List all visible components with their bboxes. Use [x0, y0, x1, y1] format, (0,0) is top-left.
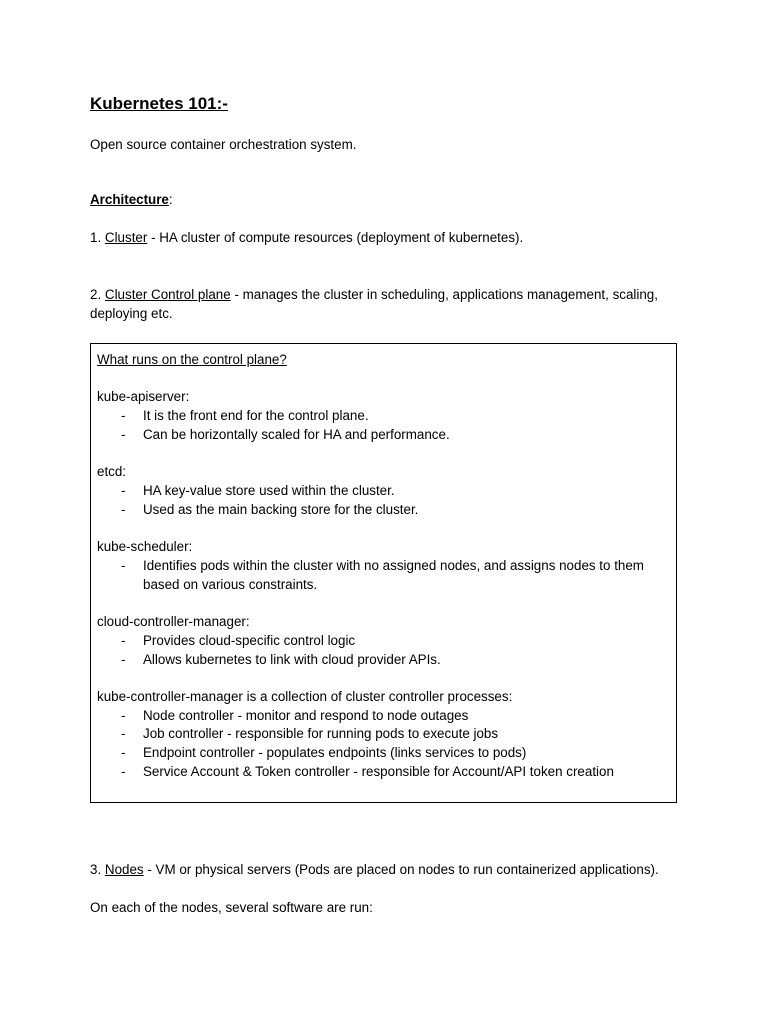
- dash-bullet: -: [121, 427, 126, 442]
- control-plane-box: [90, 343, 677, 803]
- item-control-plane-continued: deploying etc.: [90, 306, 173, 321]
- item-cluster: [90, 228, 523, 247]
- intro-text: Open source container orchestration system.: [90, 137, 357, 152]
- item-term: Cluster Control plane: [104, 287, 231, 302]
- nodes-text: On each of the nodes, several software are run:: [90, 900, 373, 915]
- dash-bullet: -: [121, 708, 126, 723]
- bullet-text: HA key-value store used within the cluster.: [143, 483, 395, 498]
- bullet-text: Endpoint controller - populates endpoints (links services to pods): [143, 745, 527, 760]
- bullet-text: Identifies pods within the cluster with no assigned nodes, and assigns nodes to them: [143, 558, 644, 573]
- item-description: - manages the cluster in scheduling, applications management, scaling,: [234, 287, 658, 302]
- item-number: 1.: [90, 230, 102, 245]
- bullet-text: Allows kubernetes to link with cloud provider APIs.: [143, 652, 441, 667]
- item-nodes: [90, 860, 659, 879]
- dash-bullet: -: [121, 502, 126, 517]
- bullet-text: Job controller - responsible for running pods to execute jobs: [143, 726, 499, 741]
- item-term: Cluster: [104, 230, 148, 245]
- dash-bullet: -: [121, 633, 126, 648]
- architecture-heading: [90, 190, 173, 209]
- dash-bullet: -: [121, 408, 126, 423]
- scheduler-label: kube-scheduler:: [97, 539, 193, 554]
- dash-bullet: -: [121, 483, 126, 498]
- dash-bullet: -: [121, 764, 126, 779]
- dash-bullet: -: [121, 652, 126, 667]
- item-number: 3.: [90, 862, 102, 877]
- bullet-text: Used as the main backing store for the cluster.: [143, 502, 419, 517]
- dash-bullet: -: [121, 726, 126, 741]
- bullet-text: Can be horizontally scaled for HA and performance.: [143, 427, 450, 442]
- dash-bullet: -: [121, 745, 126, 760]
- ccm-label: cloud-controller-manager:: [97, 614, 250, 629]
- bullet-text: It is the front end for the control plane.: [143, 408, 369, 423]
- item-description: - HA cluster of compute resources (deployment of kubernetes).: [151, 230, 524, 245]
- item-number: 2.: [90, 287, 102, 302]
- bullet-text: based on various constraints.: [143, 577, 318, 592]
- box-heading: What runs on the control plane?: [97, 352, 287, 367]
- apiserver-label: kube-apiserver:: [97, 389, 190, 404]
- architecture-heading-colon: :: [168, 192, 173, 207]
- item-description: - VM or physical servers (Pods are placed on nodes to run containerized applications).: [147, 862, 659, 877]
- bullet-text: Provides cloud-specific control logic: [143, 633, 356, 648]
- kcm-label: kube-controller-manager is a collection of cluster controller processes:: [97, 689, 513, 704]
- item-control-plane: [90, 285, 658, 304]
- page-title: Kubernetes 101:-: [90, 94, 228, 113]
- architecture-heading-label: Architecture: [90, 192, 169, 207]
- item-term: Nodes: [104, 862, 144, 877]
- etcd-label: etcd:: [97, 464, 127, 479]
- bullet-text: Service Account & Token controller - responsible for Account/API token creation: [143, 764, 614, 779]
- bullet-text: Node controller - monitor and respond to node outages: [143, 708, 469, 723]
- dash-bullet: -: [121, 558, 126, 573]
